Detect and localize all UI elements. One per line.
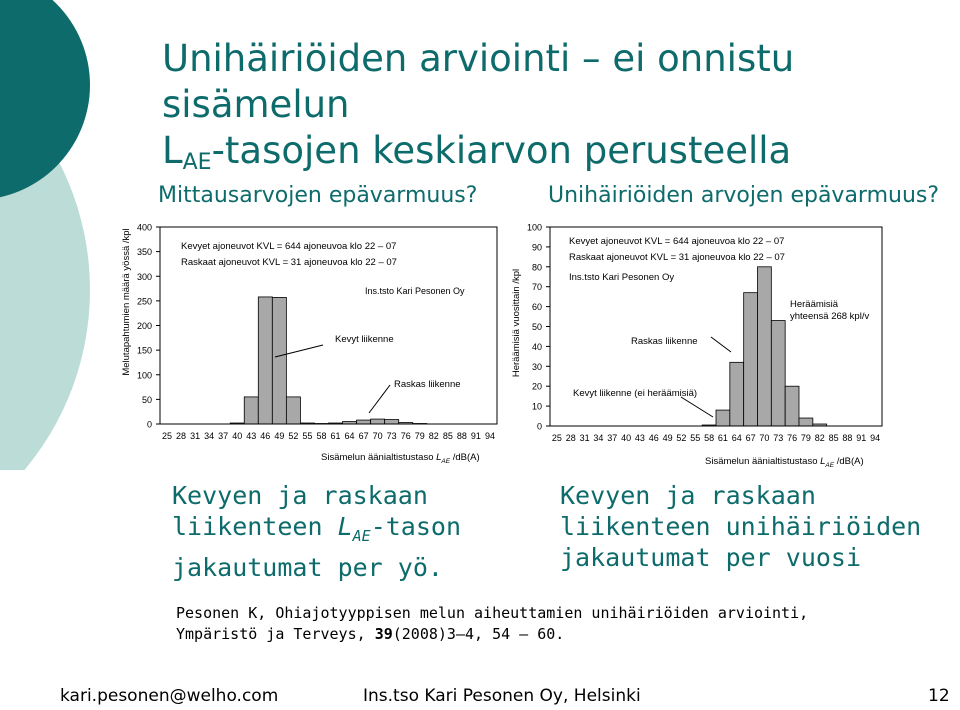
x-tick-label: 70 bbox=[759, 433, 770, 443]
y-tick-label: 400 bbox=[136, 222, 152, 233]
y-tick-label: 40 bbox=[531, 341, 542, 352]
y-tick-label: 0 bbox=[146, 419, 152, 430]
label-heavy-traffic: Raskas liikenne bbox=[631, 336, 698, 347]
bar bbox=[272, 297, 286, 424]
bar bbox=[771, 321, 785, 426]
left-caption-line-2: liikenteen $L_{AE}$-tason bbox=[172, 512, 462, 545]
bar bbox=[385, 420, 399, 424]
x-tick-label: 61 bbox=[717, 433, 728, 443]
right-subtitle: Unihäiriöiden arvojen epävarmuus? bbox=[548, 183, 940, 208]
bar bbox=[730, 362, 744, 426]
y-tick-label: 80 bbox=[531, 262, 542, 273]
reference-line-1: Pesonen K, Ohiajotyyppisen melun aiheuttamien unihäiriöiden arviointi, bbox=[176, 604, 809, 622]
y-axis-ticks bbox=[527, 223, 550, 432]
arrow-heavy-traffic bbox=[369, 385, 390, 413]
x-tick-label: 85 bbox=[828, 433, 839, 443]
x-tick-label: 73 bbox=[773, 433, 784, 443]
bar-series bbox=[702, 267, 827, 426]
y-tick-label: 50 bbox=[141, 394, 152, 405]
right-chart bbox=[505, 215, 895, 470]
y-axis-title: Melutapahtumien määrä yössä /kpl bbox=[121, 228, 132, 376]
x-tick-label: 85 bbox=[442, 431, 453, 441]
right-caption-line-1: Kevyen ja raskaan bbox=[560, 481, 816, 510]
right-caption-line-2: liikenteen unihäiriöiden bbox=[560, 512, 922, 541]
bar bbox=[371, 419, 385, 424]
bar bbox=[286, 397, 300, 424]
label-heavy-traffic: Raskas liikenne bbox=[394, 379, 461, 390]
x-tick-label: 40 bbox=[621, 433, 632, 443]
x-tick-label: 37 bbox=[607, 433, 618, 443]
x-tick-label: 28 bbox=[176, 431, 187, 441]
bar bbox=[716, 410, 730, 426]
y-axis-ticks bbox=[137, 223, 160, 430]
x-tick-label: 64 bbox=[731, 433, 742, 443]
bar bbox=[744, 293, 758, 426]
y-tick-label: 30 bbox=[531, 361, 542, 372]
x-tick-label: 25 bbox=[162, 431, 173, 441]
title-line-2-rest: -tasojen keskiarvon perusteella bbox=[211, 129, 792, 172]
y-tick-label: 100 bbox=[136, 370, 152, 381]
x-tick-label: 34 bbox=[204, 431, 215, 441]
annotation-credit: Ins.tsto Kari Pesonen Oy bbox=[569, 272, 675, 283]
x-tick-label: 82 bbox=[814, 433, 825, 443]
right-chart-svg bbox=[505, 215, 895, 470]
y-tick-label: 50 bbox=[531, 322, 542, 332]
left-caption-line-1: Kevyen ja raskaan bbox=[172, 481, 428, 510]
reference-line-2: Ympäristö ja Terveys, 39(2008)3–4, 54 – 60. bbox=[176, 625, 565, 643]
y-tick-label: 10 bbox=[531, 401, 542, 412]
x-tick-label: 88 bbox=[456, 431, 467, 441]
x-tick-label: 88 bbox=[842, 433, 853, 443]
x-tick-label: 46 bbox=[648, 433, 659, 443]
annotation-credit: Ins.tsto Kari Pesonen Oy bbox=[365, 286, 465, 296]
x-tick-label: 46 bbox=[260, 431, 271, 441]
x-tick-label: 82 bbox=[428, 431, 439, 441]
y-tick-label: 150 bbox=[136, 345, 152, 356]
title-line-2-main: L bbox=[162, 129, 183, 172]
x-tick-label: 40 bbox=[232, 431, 243, 441]
footer-email: kari.pesonen@welho.com bbox=[60, 686, 279, 706]
annotation-light-vehicles: Kevyet ajoneuvot KVL = 644 ajoneuvoa klo 22 – 07 bbox=[569, 236, 785, 247]
x-tick-label: 52 bbox=[288, 431, 299, 441]
x-tick-label: 58 bbox=[316, 431, 327, 441]
annotation-heavy-vehicles: Raskaat ajoneuvot KVL = 31 ajoneuvoa klo 22 – 07 bbox=[181, 257, 397, 268]
bar bbox=[258, 297, 272, 424]
x-tick-label: 37 bbox=[218, 431, 229, 441]
x-tick-label: 64 bbox=[344, 431, 355, 441]
x-tick-label: 94 bbox=[484, 431, 495, 441]
y-tick-label: 90 bbox=[531, 242, 542, 253]
footer-company: Ins.tso Kari Pesonen Oy, Helsinki bbox=[363, 686, 641, 706]
y-tick-label: 0 bbox=[536, 421, 542, 432]
dark-circle-shape bbox=[0, 0, 90, 200]
x-tick-label: 73 bbox=[386, 431, 397, 441]
x-tick-label: 70 bbox=[372, 431, 383, 441]
left-chart bbox=[115, 215, 505, 470]
left-subtitle: Mittausarvojen epävarmuus? bbox=[158, 183, 478, 208]
y-axis-title: Heräämisiä vuosittain /kpl bbox=[511, 268, 522, 378]
bar bbox=[785, 386, 799, 426]
x-tick-label: 79 bbox=[800, 433, 811, 443]
x-tick-label: 28 bbox=[565, 433, 576, 443]
left-chart-svg bbox=[115, 215, 505, 470]
arrow-light-traffic bbox=[681, 397, 713, 417]
left-caption bbox=[172, 480, 461, 583]
bar-series bbox=[230, 297, 427, 424]
x-tick-label: 31 bbox=[579, 433, 590, 443]
bar bbox=[758, 267, 772, 426]
reference-citation bbox=[176, 603, 808, 645]
label-light-traffic: Kevyt liikenne (ei heräämisiä) bbox=[573, 388, 698, 399]
y-tick-label: 60 bbox=[531, 302, 542, 313]
x-tick-label: 61 bbox=[330, 431, 341, 441]
x-tick-label: 34 bbox=[593, 433, 604, 443]
x-tick-label: 25 bbox=[551, 433, 562, 443]
x-tick-label: 91 bbox=[856, 433, 867, 443]
x-tick-label: 55 bbox=[302, 431, 313, 441]
y-tick-label: 70 bbox=[531, 282, 542, 293]
label-total-awakenings-line1: Heräämisiä bbox=[790, 299, 839, 310]
bar bbox=[244, 397, 258, 424]
right-caption bbox=[560, 480, 921, 573]
x-tick-label: 58 bbox=[704, 433, 715, 443]
x-tick-label: 76 bbox=[787, 433, 798, 443]
left-caption-line-3: jakautumat per yö. bbox=[172, 553, 443, 582]
x-tick-label: 43 bbox=[634, 433, 645, 443]
x-tick-label: 94 bbox=[870, 433, 881, 443]
x-axis-ticks bbox=[162, 431, 495, 441]
x-tick-label: 43 bbox=[246, 431, 257, 441]
label-light-traffic: Kevyt liikenne bbox=[335, 334, 394, 345]
x-tick-label: 79 bbox=[414, 431, 425, 441]
x-tick-label: 49 bbox=[662, 433, 673, 443]
y-tick-label: 250 bbox=[136, 296, 152, 307]
y-tick-label: 200 bbox=[136, 321, 152, 331]
x-tick-label: 91 bbox=[470, 431, 481, 441]
title-line-1: Unihäiriöiden arviointi – ei onnistu sisämelun bbox=[162, 37, 795, 126]
bar bbox=[357, 420, 371, 424]
label-total-awakenings-line2: yhteensä 268 kpl/v bbox=[790, 311, 870, 322]
x-tick-label: 31 bbox=[190, 431, 201, 441]
slide-title bbox=[162, 36, 952, 186]
bar bbox=[799, 418, 813, 426]
x-axis-ticks bbox=[552, 433, 880, 443]
annotation-light-vehicles: Kevyet ajoneuvot KVL = 644 ajoneuvoa klo 22 – 07 bbox=[181, 241, 397, 252]
y-tick-label: 300 bbox=[136, 271, 152, 282]
x-tick-label: 52 bbox=[676, 433, 687, 443]
title-line-2-subscript: AE bbox=[182, 150, 212, 175]
right-caption-line-3: jakautumat per vuosi bbox=[560, 543, 862, 572]
x-tick-label: 76 bbox=[400, 431, 411, 441]
annotation-heavy-vehicles: Raskaat ajoneuvot KVL = 31 ajoneuvoa klo 22 – 07 bbox=[569, 252, 785, 263]
y-tick-label: 20 bbox=[531, 381, 542, 392]
x-tick-label: 67 bbox=[358, 431, 369, 441]
x-axis-title: Sisämelun äänialtistustaso $L_{AE}$ /dB(A) bbox=[321, 452, 480, 465]
x-axis-title: Sisämelun äänialtistustaso $L_{AE}$ /dB(A) bbox=[705, 456, 864, 469]
x-tick-label: 67 bbox=[745, 433, 756, 443]
y-tick-label: 350 bbox=[136, 247, 152, 258]
x-tick-label: 49 bbox=[274, 431, 285, 441]
y-tick-label: 100 bbox=[526, 222, 542, 233]
x-tick-label: 55 bbox=[690, 433, 701, 443]
arrow-heavy-traffic bbox=[711, 337, 731, 352]
footer-page-number: 12 bbox=[928, 686, 950, 706]
